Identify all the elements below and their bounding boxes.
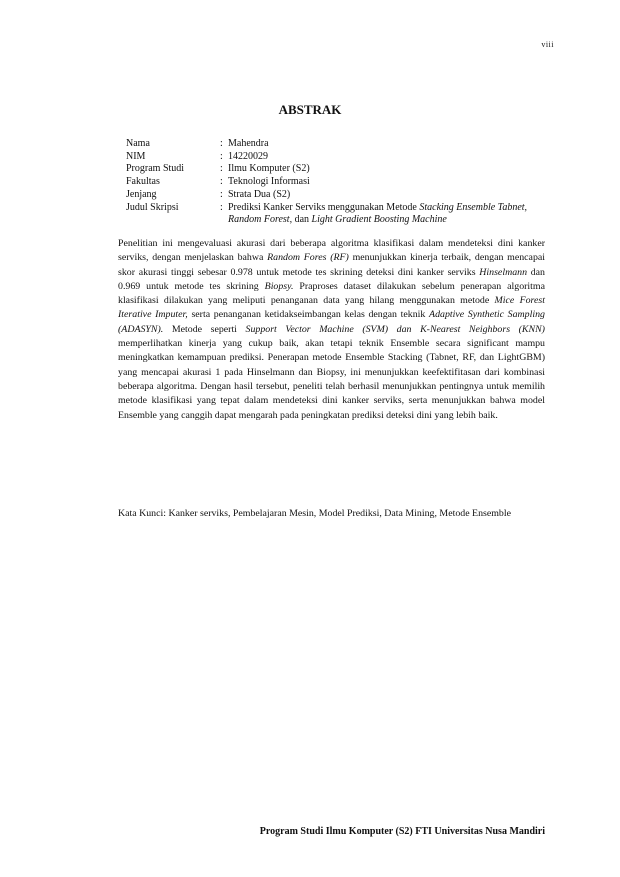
abstract-emphasis: Random Fores (RF) bbox=[267, 252, 349, 264]
identity-value: Teknologi Informasi bbox=[228, 176, 310, 188]
abstract-emphasis: Support Vector Machine (SVM) dan K-Nearest Neighbors (KNN) bbox=[245, 323, 545, 335]
identity-row-nama bbox=[126, 138, 542, 151]
identity-label: Judul Skripsi bbox=[126, 201, 179, 213]
identity-row-program-studi bbox=[126, 163, 542, 176]
identity-label: NIM bbox=[126, 150, 146, 162]
footer-institution: Program Studi Ilmu Komputer (S2) FTI Universitas Nusa Mandiri bbox=[259, 826, 545, 837]
abstract-text: Metode seperti bbox=[163, 323, 246, 335]
identity-value: 14220029 bbox=[228, 150, 268, 162]
abstract-text: dan 0.969 untuk metode tes skrining bbox=[118, 266, 545, 292]
abstract-emphasis: Hinselmann bbox=[479, 266, 528, 278]
thesis-title bbox=[228, 202, 542, 227]
identity-colon: : bbox=[220, 138, 223, 149]
identity-label: Program Studi bbox=[126, 163, 185, 175]
abstract-emphasis: Mice Forest Iterative Imputer, bbox=[118, 295, 545, 321]
abstract-text: menunjukkan kinerja terbaik, dengan mencapai skor akurasi tinggi sebesar 0.978 untuk metode tes skrining deteksi dini kanker serviks bbox=[118, 252, 546, 278]
identity-label: Jenjang bbox=[126, 188, 157, 200]
page-title: ABSTRAK bbox=[278, 102, 342, 117]
identity-colon: : bbox=[220, 188, 223, 200]
identity-row-fakultas bbox=[126, 176, 542, 189]
abstract-text: Penelitian ini mengevaluasi akurasi dari beberapa algoritma klasifikasi dalam mendeteksi dini kanker serviks, dengan menjelaskan bahwa bbox=[118, 238, 545, 264]
identity-table bbox=[126, 138, 542, 227]
thesis-title-emphasis: Light Gradient Boosting Machine bbox=[311, 214, 447, 226]
identity-colon: : bbox=[220, 163, 223, 175]
identity-value: Ilmu Komputer (S2) bbox=[228, 163, 310, 175]
keywords: Kata Kunci: Kanker serviks, Pembelajaran Mesin, Model Prediksi, Data Mining, Metode Ensemble bbox=[118, 508, 511, 519]
identity-row-jenjang bbox=[126, 189, 542, 202]
thesis-title-emphasis: Stacking Ensemble Tabnet, Random Forest, bbox=[228, 201, 528, 226]
page-number: viii bbox=[541, 40, 554, 49]
identity-row-nim bbox=[126, 151, 542, 164]
identity-value: Strata Dua (S2) bbox=[228, 188, 291, 200]
abstract-text: serta penanganan ketidakseimbangan kelas dengan teknik bbox=[187, 309, 430, 321]
thesis-title-text: Prediksi Kanker Serviks menggunakan Metode bbox=[228, 201, 420, 213]
abstract-emphasis: Biopsy. bbox=[264, 280, 294, 292]
thesis-title-text: dan bbox=[292, 214, 312, 226]
identity-colon: : bbox=[220, 150, 223, 162]
identity-value: Mahendra bbox=[228, 138, 269, 149]
identity-row-judul-skripsi bbox=[126, 202, 542, 227]
identity-label: Nama bbox=[126, 138, 150, 149]
abstract-body bbox=[118, 237, 545, 423]
abstract-emphasis: Adaptive Synthetic Sampling (ADASYN). bbox=[118, 309, 545, 335]
abstract-text: Praproses dataset dilakukan sebelum penerapan algoritma klasifikasi dilakukan yang meliputi penanganan data yang hilang menggunakan metode bbox=[118, 280, 545, 307]
abstract-text: memperlihatkan kinerja yang cukup baik, akan tetapi teknik Ensemble secara significant mampu meningkatkan kemampuan prediksi. Penerapan metode Ensemble Stacking (Tabnet, RF, dan LightGBM) yang mencapai akurasi 1 pada Hinselmann dan Biopsy, ini menunjukkan keefektifitasan dari kombinasi beberapa algoritma. Dengan hasil tersebut, peneliti telah berhasil menunjukkan pentingnya untuk memilih metode klasifikasi yang tepat dalam mendeteksi dini kanker serviks, serta menunjukkan bahwa model Ensemble yang canggih dapat mengarah pada peningkatan prediksi deteksi dini yang lebih baik. bbox=[118, 338, 545, 421]
identity-colon: : bbox=[220, 201, 223, 213]
identity-label: Fakultas bbox=[126, 176, 160, 188]
identity-colon: : bbox=[220, 176, 223, 188]
